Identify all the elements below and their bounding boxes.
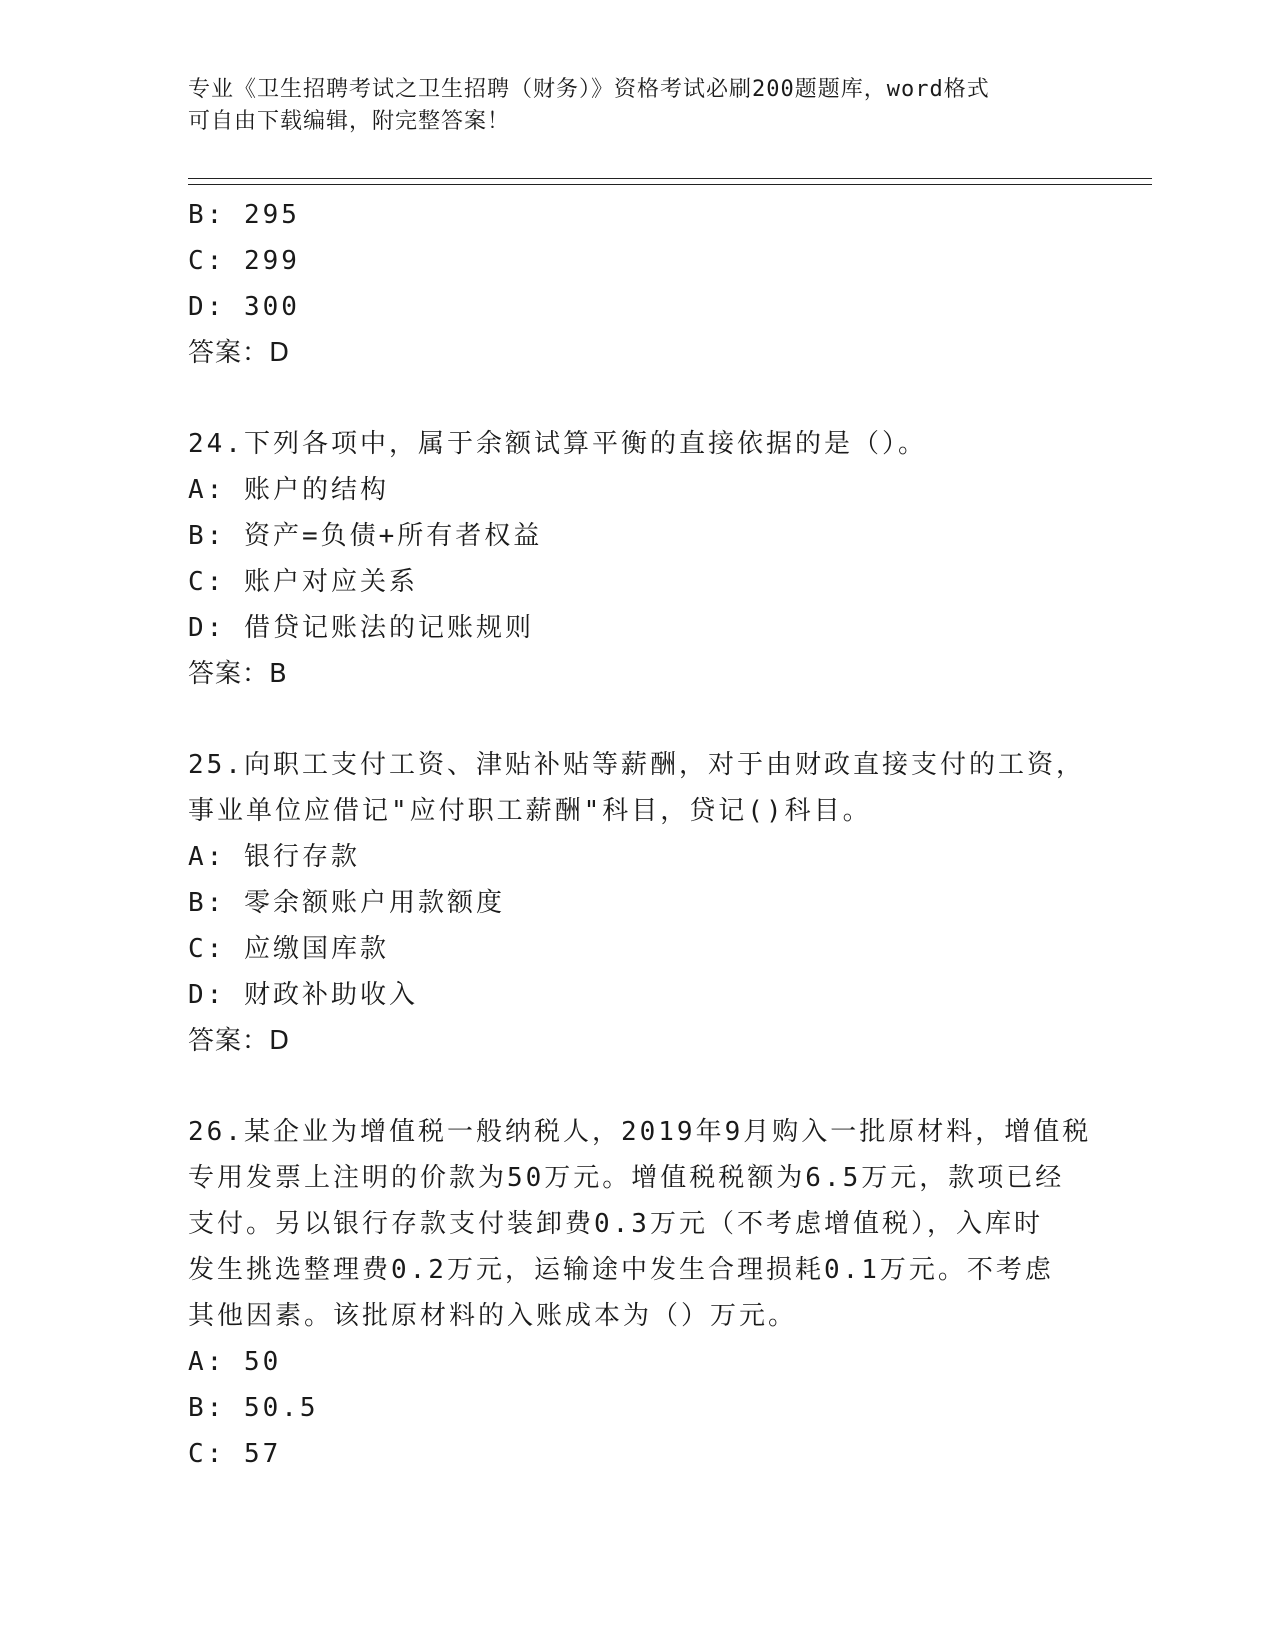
question-25	[188, 742, 1088, 1064]
option-b: B: 资产=负债+所有者权益	[188, 521, 543, 551]
option-a: A: 银行存款	[188, 842, 360, 872]
header-title-line-2: 可自由下载编辑，附完整答案！	[188, 109, 511, 134]
header-title-line-1: 专业《卫生招聘考试之卫生招聘（财务）》资格考试必刷200题题库，word格式	[188, 77, 990, 102]
question-stem-line-4: 发生挑选整理费0.2万元，运输途中发生合理损耗0.1万元。不考虑	[188, 1255, 1054, 1285]
question-stem-line-5: 其他因素。该批原材料的入账成本为（）万元。	[188, 1301, 798, 1331]
header-divider	[188, 178, 1152, 185]
question-26	[188, 1109, 1092, 1477]
question-stem: 24.下列各项中，属于余额试算平衡的直接依据的是（）。	[188, 429, 927, 459]
question-stem-line-2: 事业单位应借记"应付职工薪酬"科目，贷记()科目。	[188, 796, 872, 826]
option-b: B: 295	[188, 200, 300, 230]
option-c: C: 299	[188, 246, 300, 276]
answer: 答案：D	[188, 1026, 291, 1056]
question-stem-line-1: 26.某企业为增值税一般纳税人，2019年9月购入一批原材料，增值税	[188, 1117, 1092, 1147]
question-stem-line-2: 专用发票上注明的价款为50万元。增值税税额为6.5万元，款项已经	[188, 1163, 1065, 1193]
question-list	[188, 192, 1092, 1477]
question-stem-line-3: 支付。另以银行存款支付装卸费0.3万元（不考虑增值税），入库时	[188, 1209, 1043, 1239]
question-23-tail	[188, 192, 1088, 376]
option-d: D: 财政补助收入	[188, 980, 418, 1010]
option-a: A: 50	[188, 1347, 282, 1377]
question-stem-line-1: 25.向职工支付工资、津贴补贴等薪酬，对于由财政直接支付的工资，	[188, 750, 1085, 780]
answer: 答案：B	[188, 659, 288, 689]
option-c: C: 57	[188, 1439, 282, 1469]
option-c: C: 账户对应关系	[188, 567, 418, 597]
option-a: A: 账户的结构	[188, 475, 389, 505]
option-d: D: 借贷记账法的记账规则	[188, 613, 534, 643]
option-b: B: 零余额账户用款额度	[188, 888, 505, 918]
question-24	[188, 421, 1088, 697]
option-d: D: 300	[188, 292, 300, 322]
option-b: B: 50.5	[188, 1393, 319, 1423]
answer: 答案：D	[188, 338, 291, 368]
document-header	[188, 74, 1088, 138]
option-c: C: 应缴国库款	[188, 934, 389, 964]
